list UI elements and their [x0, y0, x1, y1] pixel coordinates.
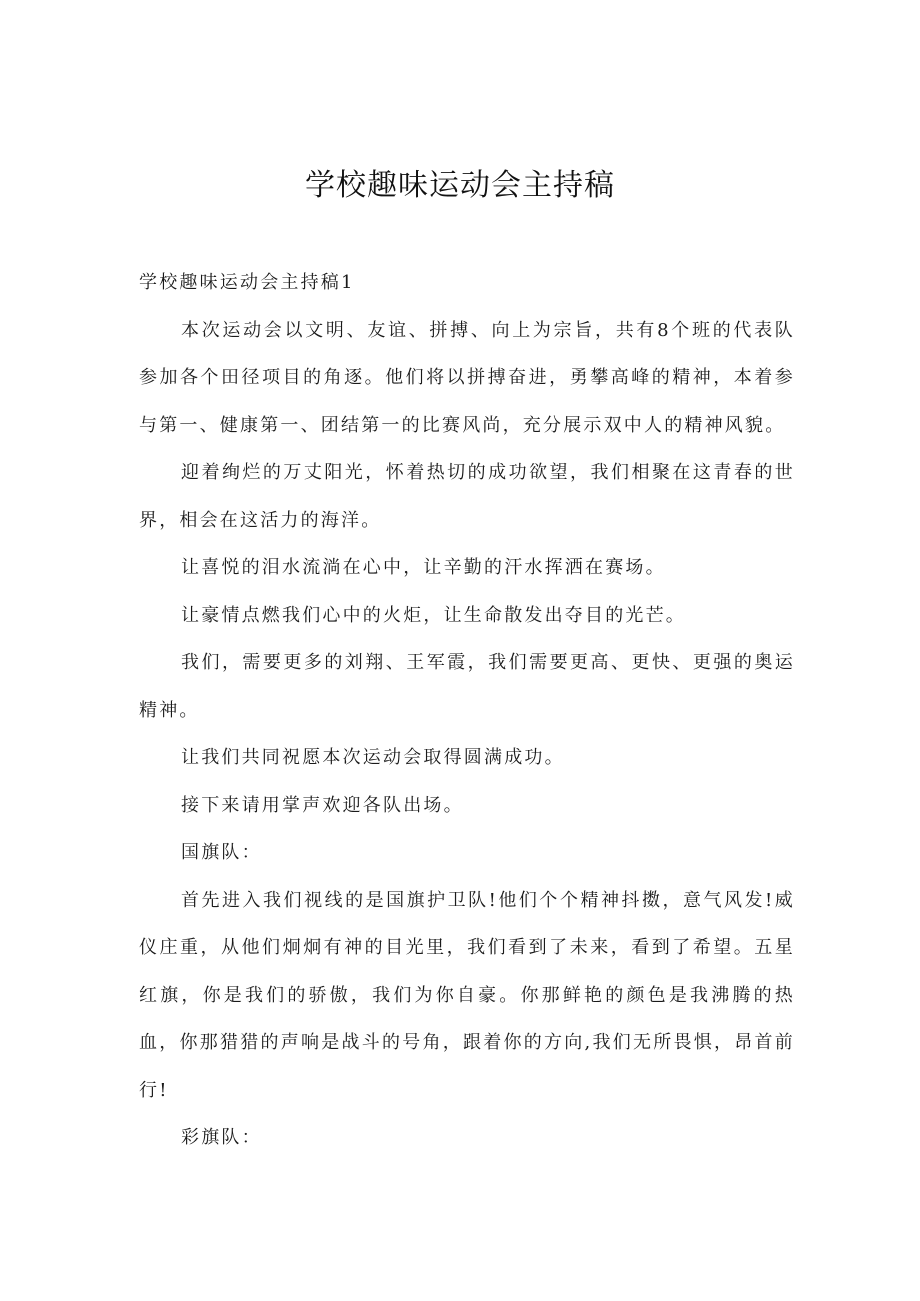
paragraph-4: 让豪情点燃我们心中的火炬，让生命散发出夺目的光芒。: [181, 604, 686, 626]
paragraph-1: 本次运动会以文明、友谊、拼搏、向上为宗旨，共有8个班的代表队参加各个田径项目的角逐。他们将以拼搏奋进，勇攀高峰的精神，本着参与第一、健康第一、团结第一的比赛风尚，充分展示双中人的精神风貌。: [139, 319, 795, 436]
paragraph-7: 接下来请用掌声欢迎各队出场。: [181, 794, 464, 816]
paragraph-3: 让喜悦的泪水流淌在心中，让辛勤的汗水挥洒在赛场。: [181, 557, 666, 578]
paragraph-6: 让我们共同祝愿本次运动会取得圆满成功。: [181, 747, 565, 768]
document-title: 学校趣味运动会主持稿: [305, 168, 615, 203]
paragraph-8: 国旗队：: [181, 842, 262, 863]
paragraph-10: 彩旗队：: [181, 1127, 262, 1148]
document-body: [139, 259, 795, 1162]
section-heading: 学校趣味运动会主持稿1: [139, 272, 355, 293]
paragraph-9: 首先进入我们视线的是国旗护卫队!他们个个精神抖擞，意气风发!威仪庄重，从他们炯炯有神的目光里，我们看到了未来，看到了希望。五星红旗，你是我们的骄傲，我们为你自豪。你那鲜艳的颜色是我沸腾的热血，你那猎猎的声响是战斗的号角，跟着你的方向,我们无所畏惧，昂首前行!: [139, 889, 795, 1101]
paragraph-5: 我们，需要更多的刘翔、王军霞，我们需要更高、更快、更强的奥运精神。: [139, 652, 795, 721]
paragraph-2: 迎着绚烂的万丈阳光，怀着热切的成功欲望，我们相聚在这青春的世界，相会在这活力的海洋。: [139, 462, 795, 531]
